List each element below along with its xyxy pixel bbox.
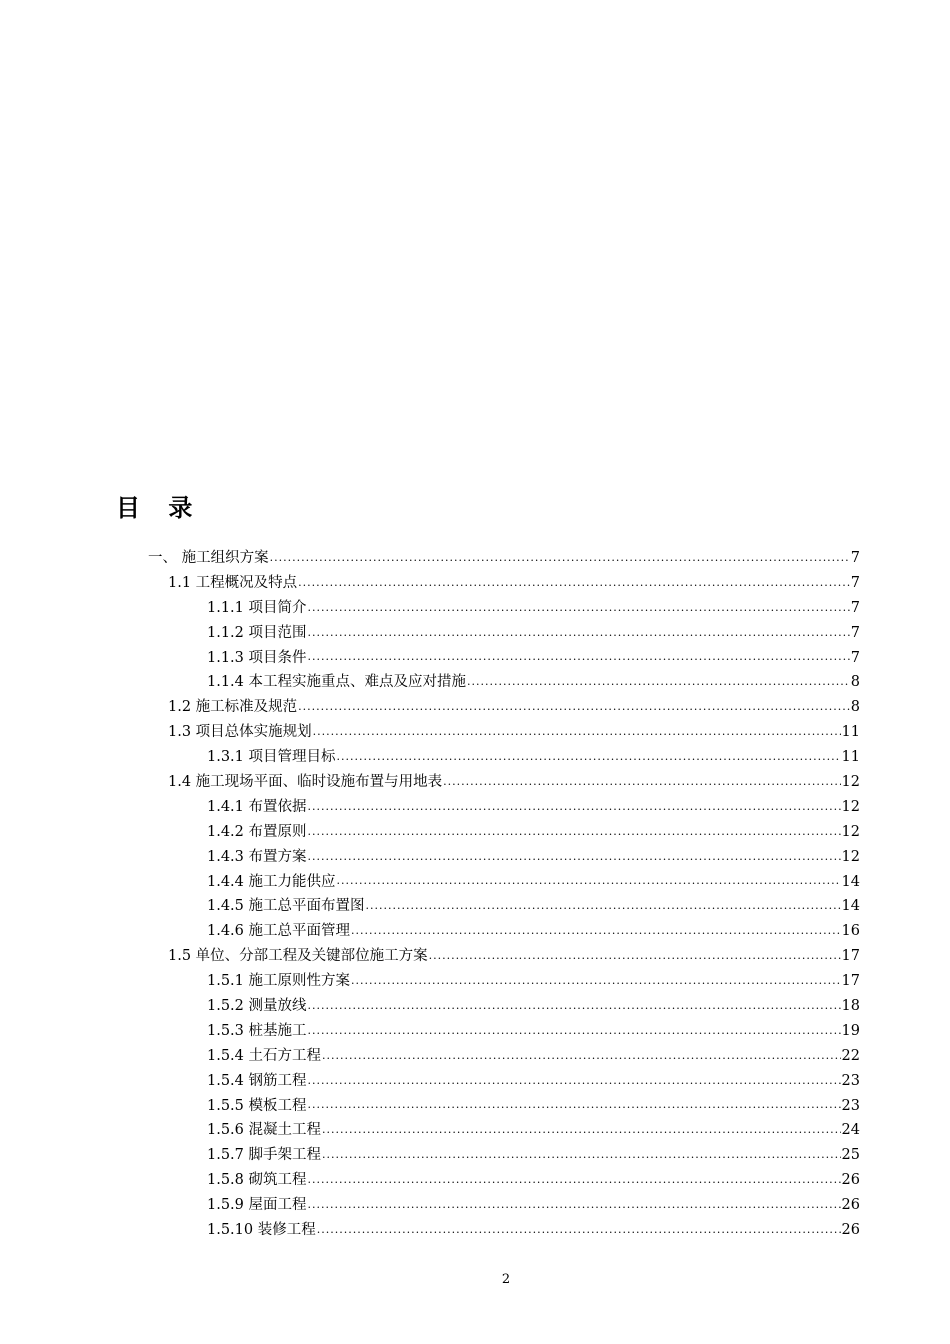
toc-dot-leader: [337, 874, 841, 894]
toc-entry-label: 1.5.3 桩基施工: [207, 1022, 307, 1039]
toc-dot-leader: [298, 576, 850, 596]
toc-entry-label: 1.5.2 测量放线: [207, 998, 307, 1015]
toc-entry[interactable]: [0, 870, 950, 895]
toc-dot-leader: [322, 1049, 841, 1069]
toc-dot-leader: [308, 1024, 841, 1044]
table-of-contents: [0, 546, 950, 1243]
toc-entry-page: 24: [841, 1122, 860, 1139]
toc-heading: 目 录: [116, 494, 203, 522]
toc-dot-leader: [308, 850, 841, 870]
toc-dot-leader: [313, 725, 841, 745]
toc-entry-page: 26: [841, 1172, 860, 1189]
toc-entry[interactable]: [0, 795, 950, 820]
toc-entry-label: 1.3 项目总体实施规划: [168, 724, 312, 741]
toc-entry-page: 7: [850, 649, 860, 666]
toc-entry-page: 26: [841, 1222, 860, 1239]
toc-entry-page: 11: [841, 749, 860, 766]
toc-dot-leader: [308, 650, 850, 670]
toc-dot-leader: [308, 626, 850, 646]
toc-entry-page: 7: [850, 574, 860, 591]
toc-entry[interactable]: [0, 919, 950, 944]
toc-entry-page: 18: [841, 998, 860, 1015]
toc-dot-leader: [351, 974, 841, 994]
toc-entry-label: 1.4 施工现场平面、临时设施布置与用地表: [168, 774, 443, 791]
toc-entry[interactable]: [0, 1143, 950, 1168]
toc-dot-leader: [308, 1198, 841, 1218]
toc-dot-leader: [467, 675, 850, 695]
toc-entry[interactable]: [0, 820, 950, 845]
toc-entry-page: 8: [850, 674, 860, 691]
toc-entry[interactable]: [0, 546, 950, 571]
toc-entry-page: 23: [841, 1097, 860, 1114]
toc-entry-page: 12: [841, 774, 860, 791]
toc-entry[interactable]: [0, 571, 950, 596]
toc-entry-label: 1.4.4 施工力能供应: [207, 873, 336, 890]
toc-entry-page: 7: [850, 624, 860, 641]
toc-entry[interactable]: [0, 1193, 950, 1218]
toc-entry-page: 8: [850, 699, 860, 716]
toc-entry[interactable]: [0, 1044, 950, 1069]
toc-entry-label: 1.5.10 装修工程: [207, 1222, 316, 1239]
toc-entry[interactable]: [0, 621, 950, 646]
toc-dot-leader: [308, 1098, 841, 1118]
toc-entry-label: 1.5.4 钢筋工程: [207, 1072, 307, 1089]
toc-entry-label: 1.5.5 模板工程: [207, 1097, 307, 1114]
toc-entry[interactable]: [0, 1218, 950, 1243]
toc-entry-page: 14: [841, 873, 860, 890]
toc-entry-page: 12: [841, 848, 860, 865]
toc-dot-leader: [308, 1173, 841, 1193]
toc-entry-label: 1.5.9 屋面工程: [207, 1197, 307, 1214]
toc-entry-label: 1.4.1 布置依据: [207, 798, 307, 815]
toc-entry-page: 7: [850, 550, 860, 566]
toc-dot-leader: [317, 1223, 841, 1243]
toc-entry[interactable]: [0, 670, 950, 695]
toc-dot-leader: [322, 1123, 841, 1143]
toc-entry-page: 12: [841, 823, 860, 840]
toc-entry-page: 25: [841, 1147, 860, 1164]
toc-entry-label: 1.4.5 施工总平面布置图: [207, 898, 365, 915]
toc-dot-leader: [270, 551, 850, 571]
toc-entry[interactable]: [0, 1019, 950, 1044]
toc-entry-label: 1.2 施工标准及规范: [168, 699, 298, 716]
toc-entry[interactable]: [0, 994, 950, 1019]
toc-entry-label: 1.1.1 项目简介: [207, 599, 307, 616]
toc-dot-leader: [351, 924, 841, 944]
toc-entry-page: 22: [841, 1047, 860, 1064]
toc-entry-label: 1.5.6 混凝土工程: [207, 1122, 322, 1139]
toc-entry-page: 7: [850, 599, 860, 616]
toc-dot-leader: [298, 700, 850, 720]
toc-dot-leader: [322, 1148, 841, 1168]
toc-entry-page: 14: [841, 898, 860, 915]
toc-entry-label: 1.5.1 施工原则性方案: [207, 973, 351, 990]
toc-entry-page: 19: [841, 1022, 860, 1039]
toc-entry[interactable]: [0, 894, 950, 919]
toc-entry-label: 1.1.3 项目条件: [207, 649, 307, 666]
toc-entry-label: 1.5 单位、分部工程及关键部位施工方案: [168, 948, 428, 965]
toc-entry[interactable]: [0, 1168, 950, 1193]
toc-entry-label: 1.5.8 砌筑工程: [207, 1172, 307, 1189]
toc-entry-label: 1.1.2 项目范围: [207, 624, 307, 641]
toc-entry-page: 26: [841, 1197, 860, 1214]
toc-entry[interactable]: [0, 745, 950, 770]
toc-entry-label: 1.5.7 脚手架工程: [207, 1147, 322, 1164]
toc-entry[interactable]: [0, 695, 950, 720]
toc-entry-page: 11: [841, 724, 860, 741]
toc-entry[interactable]: [0, 944, 950, 969]
toc-entry[interactable]: [0, 845, 950, 870]
toc-dot-leader: [443, 775, 840, 795]
toc-entry-page: 17: [841, 973, 860, 990]
toc-entry[interactable]: [0, 1069, 950, 1094]
toc-entry-page: 23: [841, 1072, 860, 1089]
page-number: 2: [501, 1272, 511, 1287]
toc-entry-page: 17: [841, 948, 860, 965]
toc-dot-leader: [366, 899, 841, 919]
toc-dot-leader: [337, 750, 841, 770]
toc-entry-page: 16: [841, 923, 860, 940]
toc-entry[interactable]: [0, 720, 950, 745]
toc-entry-label: 一、 施工组织方案: [148, 550, 269, 566]
toc-dot-leader: [308, 601, 850, 621]
toc-entry[interactable]: [0, 969, 950, 994]
toc-entry-label: 1.3.1 项目管理目标: [207, 749, 336, 766]
toc-entry-label: 1.1.4 本工程实施重点、难点及应对措施: [207, 674, 467, 691]
toc-entry-label: 1.4.2 布置原则: [207, 823, 307, 840]
toc-dot-leader: [308, 825, 841, 845]
toc-dot-leader: [308, 800, 841, 820]
toc-entry[interactable]: [0, 1094, 950, 1119]
toc-entry[interactable]: [0, 770, 950, 795]
toc-entry-page: 12: [841, 798, 860, 815]
toc-dot-leader: [308, 999, 841, 1019]
toc-entry-label: 1.5.4 土石方工程: [207, 1047, 322, 1064]
toc-dot-leader: [429, 949, 841, 969]
toc-entry[interactable]: [0, 596, 950, 621]
toc-entry-label: 1.1 工程概况及特点: [168, 574, 298, 591]
toc-entry-label: 1.4.3 布置方案: [207, 848, 307, 865]
toc-entry-label: 1.4.6 施工总平面管理: [207, 923, 351, 940]
toc-entry[interactable]: [0, 1118, 950, 1143]
toc-entry[interactable]: [0, 646, 950, 671]
toc-dot-leader: [308, 1074, 841, 1094]
